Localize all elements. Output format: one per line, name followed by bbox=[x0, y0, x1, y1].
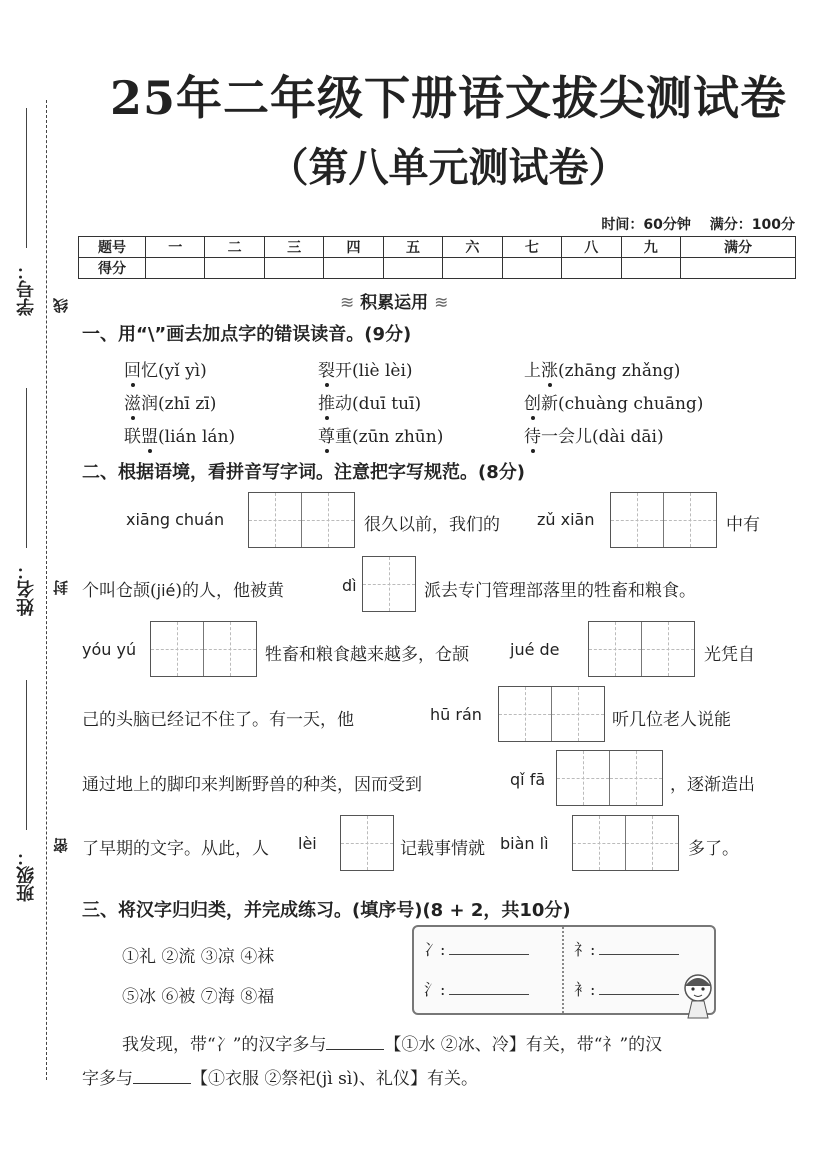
q2-text: 牲畜和粮食越来越多，仓颉 bbox=[265, 645, 469, 665]
write-box-qifa[interactable] bbox=[556, 750, 663, 806]
book-slot[interactable] bbox=[424, 937, 529, 960]
q1-stem: 一、用“\”画去加点字的错误读音。(9分) bbox=[82, 324, 412, 345]
q1-item-reading: (lián lán) bbox=[158, 427, 236, 447]
q1-item[interactable] bbox=[124, 422, 235, 447]
q1-item-reading: (zhāng zhǎng) bbox=[558, 361, 681, 381]
book-slot-label: 冫: bbox=[424, 940, 446, 959]
score-cell[interactable] bbox=[324, 258, 383, 279]
q1-item-reading: 忆(yǐ yì) bbox=[141, 361, 207, 381]
binding-dashed-line bbox=[46, 100, 47, 1080]
q3-stem: 三、将汉字归归类，并完成练习。(填序号)(8 + 2，共10分) bbox=[82, 900, 571, 921]
wave-right-icon: ≋ bbox=[434, 293, 449, 313]
q1-item[interactable] bbox=[124, 389, 216, 414]
xingming-label: 姓名： bbox=[16, 562, 37, 616]
q1-item[interactable] bbox=[318, 389, 421, 414]
pinyin-zuxian: zǔ xiān bbox=[537, 510, 595, 529]
q3-text: 字多与 bbox=[82, 1069, 133, 1089]
time-score-info bbox=[587, 214, 795, 234]
q2-text: 中有 bbox=[726, 515, 760, 535]
write-box-youyu[interactable] bbox=[150, 621, 257, 677]
q1-item-reading: 动(duī tuī) bbox=[335, 394, 422, 414]
score-col: 六 bbox=[443, 237, 502, 258]
write-box-zuxian[interactable] bbox=[610, 492, 717, 548]
score-table-row1-label: 题号 bbox=[79, 237, 146, 258]
q1-item[interactable] bbox=[318, 422, 443, 447]
score-table-score-row bbox=[79, 258, 796, 279]
feng-mark: 封 bbox=[52, 580, 70, 595]
wave-left-icon: ≋ bbox=[340, 293, 355, 313]
pinyin-bianli: biàn lì bbox=[500, 834, 549, 853]
full-score: 满分：100分 bbox=[709, 217, 795, 233]
q1-dotted-char: 尊 bbox=[318, 427, 335, 447]
section-title: 积累运用 bbox=[360, 293, 429, 313]
write-box-bianli[interactable] bbox=[572, 815, 679, 871]
pinyin-huran: hū rán bbox=[430, 705, 482, 724]
score-cell[interactable] bbox=[146, 258, 205, 279]
q1-item-prefix: 上 bbox=[524, 361, 541, 381]
q2-text: 个叫仓颉( bbox=[82, 581, 157, 601]
pinyin-jie: jié bbox=[156, 581, 176, 600]
score-col: 四 bbox=[324, 237, 383, 258]
pinyin-lei: lèi bbox=[298, 834, 317, 853]
pinyin-youyu: yóu yú bbox=[82, 640, 137, 659]
q2-text: 记载事情就 bbox=[400, 839, 485, 859]
q2-text: )的人，他被黄 bbox=[175, 581, 285, 601]
score-cell[interactable] bbox=[383, 258, 442, 279]
section-header bbox=[340, 288, 448, 313]
score-cell[interactable] bbox=[443, 258, 502, 279]
q3-char-row2: ⑤冰 ⑥被 ⑦海 ⑧福 bbox=[122, 987, 275, 1007]
q2-stem: 二、根据语境，看拼音写字词。注意把字写规范。(8分) bbox=[82, 462, 525, 483]
book-slot[interactable] bbox=[574, 937, 679, 960]
xian-mark: 线 bbox=[52, 298, 70, 313]
q1-item-prefix: 联 bbox=[124, 427, 141, 447]
pinyin-juede: jué de bbox=[510, 640, 560, 659]
pinyin-xiangchuan: xiāng chuán bbox=[126, 510, 225, 529]
q1-dotted-char: 创 bbox=[524, 394, 541, 414]
q1-item-reading: 润(zhī zī) bbox=[141, 394, 217, 414]
q1-item[interactable] bbox=[124, 356, 207, 381]
xuehao-label: 学号： bbox=[16, 262, 37, 316]
write-box-huran[interactable] bbox=[498, 686, 605, 742]
score-col: 三 bbox=[264, 237, 323, 258]
q2-text-line2 bbox=[82, 576, 284, 601]
q1-item[interactable] bbox=[524, 389, 703, 414]
score-col: 二 bbox=[205, 237, 264, 258]
answer-blank[interactable] bbox=[326, 1049, 384, 1050]
score-col: 五 bbox=[383, 237, 442, 258]
q1-dotted-char: 涨 bbox=[541, 361, 558, 381]
q3-text: 【①水 ②冰、冷】有关，带“礻”的汉 bbox=[384, 1035, 663, 1055]
q2-text: 听几位老人说能 bbox=[612, 710, 731, 730]
score-cell[interactable] bbox=[205, 258, 264, 279]
q2-text: 了早期的文字。从此，人 bbox=[82, 839, 269, 859]
q1-dotted-char: 推 bbox=[318, 394, 335, 414]
q1-item-reading: 新(chuàng chuāng) bbox=[541, 394, 704, 414]
notebook-spine bbox=[562, 927, 564, 1013]
write-box-di[interactable] bbox=[362, 556, 416, 612]
q2-text: 很久以前，我们的 bbox=[364, 515, 500, 535]
q3-text: 我发现，带“冫”的汉字多与 bbox=[122, 1035, 327, 1055]
write-box-xiangchuan[interactable] bbox=[248, 492, 355, 548]
pinyin-di: dì bbox=[342, 576, 357, 595]
q2-text: 派去专门管理部落里的牲畜和粮食。 bbox=[424, 581, 696, 601]
q1-item[interactable] bbox=[318, 356, 413, 381]
xuehao-write-line bbox=[26, 108, 27, 248]
q1-dotted-char: 盟 bbox=[141, 427, 158, 447]
q3-text: 【①衣服 ②祭祀(jì sì)、礼仪】有关。 bbox=[191, 1069, 478, 1089]
q1-item-reading: 一会儿(dài dāi) bbox=[541, 427, 664, 447]
q1-dotted-char: 裂 bbox=[318, 361, 335, 381]
banji-write-line bbox=[26, 680, 27, 830]
q1-dotted-char: 滋 bbox=[124, 394, 141, 414]
score-cell[interactable] bbox=[680, 258, 795, 279]
q1-item[interactable] bbox=[524, 422, 664, 447]
page-subtitle: （第八单元测试卷） bbox=[268, 144, 629, 191]
score-cell[interactable] bbox=[562, 258, 621, 279]
book-slot-label: 衤: bbox=[574, 980, 596, 999]
q1-item[interactable] bbox=[524, 356, 680, 381]
answer-blank[interactable] bbox=[133, 1083, 191, 1084]
book-slot[interactable] bbox=[574, 977, 679, 1000]
score-cell[interactable] bbox=[502, 258, 561, 279]
score-col: 满分 bbox=[680, 237, 795, 258]
score-cell[interactable] bbox=[621, 258, 680, 279]
page-title: 25年二年级下册语文拔尖测试卷 bbox=[109, 71, 787, 125]
q2-text: 通过地上的脚印来判断野兽的种类，因而受到 bbox=[82, 775, 422, 795]
score-col: 七 bbox=[502, 237, 561, 258]
q1-item-reading: 重(zūn zhūn) bbox=[335, 427, 444, 447]
q1-item-reading: 开(liè lèi) bbox=[335, 361, 413, 381]
q2-text: 光凭自 bbox=[704, 645, 755, 665]
book-slot-label: 氵: bbox=[424, 980, 446, 999]
pinyin-qifa: qǐ fā bbox=[510, 770, 546, 789]
banji-label: 班级： bbox=[16, 848, 37, 902]
write-box-lei[interactable] bbox=[340, 815, 394, 871]
girl-cartoon-icon bbox=[676, 970, 720, 1020]
score-table bbox=[78, 236, 796, 279]
sorting-notebook bbox=[412, 925, 716, 1015]
q2-text: ，逐渐造出 bbox=[670, 775, 755, 795]
xingming-write-line bbox=[26, 388, 27, 548]
q1-dotted-char: 回 bbox=[124, 361, 141, 381]
write-box-juede[interactable] bbox=[588, 621, 695, 677]
q2-text: 己的头脑已经记不住了。有一天，他 bbox=[82, 710, 354, 730]
score-col: 一 bbox=[146, 237, 205, 258]
score-col: 八 bbox=[562, 237, 621, 258]
q3-para-line2 bbox=[82, 1064, 478, 1089]
score-cell[interactable] bbox=[264, 258, 323, 279]
score-table-header-row bbox=[79, 237, 796, 258]
q3-para-line1 bbox=[122, 1030, 662, 1055]
time-limit: 时间：60分钟 bbox=[601, 217, 691, 233]
score-table-row2-label: 得分 bbox=[79, 258, 146, 279]
q1-dotted-char: 待 bbox=[524, 427, 541, 447]
q2-text: 多了。 bbox=[688, 839, 739, 859]
mi-mark: 密 bbox=[52, 838, 70, 853]
book-slot[interactable] bbox=[424, 977, 529, 1000]
book-slot-label: 礻: bbox=[574, 940, 596, 959]
q3-char-row1: ①礼 ②流 ③凉 ④袜 bbox=[122, 947, 275, 967]
score-col: 九 bbox=[621, 237, 680, 258]
